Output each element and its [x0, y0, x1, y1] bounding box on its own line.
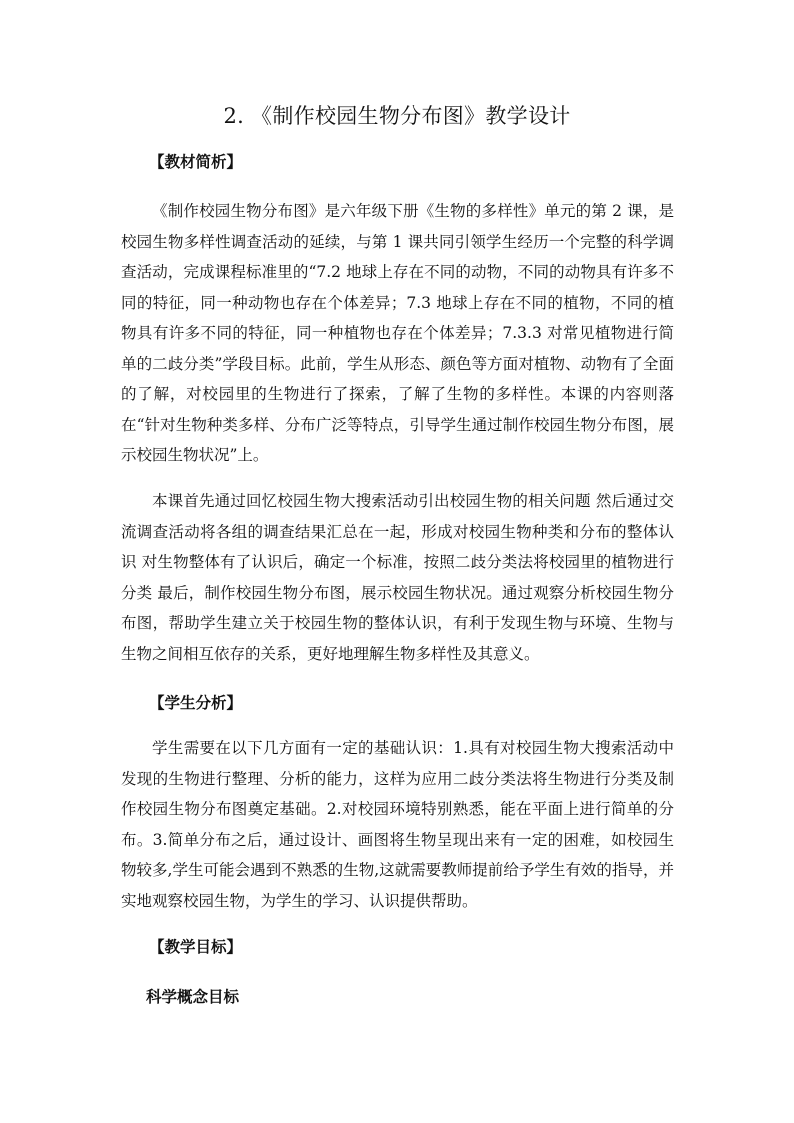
document-title: 2. 《制作校园生物分布图》教学设计 — [223, 104, 571, 128]
section-heading-teaching-goals: 【教学目标】 — [149, 937, 243, 956]
section-heading-student-analysis: 【学生分析】 — [149, 693, 243, 712]
paragraph-student-analysis: 学生需要在以下几方面有一定的基础认识：1.具有对校园生物大搜索活动中发现的生物进行整理、分析的能力，这样为应用二歧分类法将生物进行分类及制作校园生物分布图奠定基础。2.对校园环境特别熟悉，能在平面上进行简单的分布。3.简单分布之后，通过设计、画图将生物呈现出来有一定的困难，如校园生物较多,学生可能会遇到不熟悉的生物,这就需要教师提前给予学生有效的指导，并实地观察校园生物，为学生的学习、认识提供帮助。 — [121, 739, 674, 910]
subheading-science-concept-goals: 科学概念目标 — [146, 987, 240, 1006]
section-heading-textbook-analysis: 【教材简析】 — [149, 152, 243, 171]
paragraph-textbook-analysis-2: 本课首先通过回忆校园生物大搜索活动引出校园生物的相关问题 然后通过交流调查活动将各组的调查结果汇总在一起，形成对校园生物种类和分布的整体认识 对生物整体有了认识后，确定一个标准，按照二歧分类法将校园里的植物进行分类 最后，制作校园生物分布图，展示校园生物状况。通过观察分析校园生物分布图，帮助学生建立关于校园生物的整体认识，有利于发现生物与环境、生物与生物之间相互依存的关系，更好地理解生物多样性及其意义。 — [121, 492, 674, 663]
paragraph-textbook-analysis-1: 《制作校园生物分布图》是六年级下册《生物的多样性》单元的第 2 课，是校园生物多样性调查活动的延续，与第 1 课共同引领学生经历一个完整的科学调查活动，完成课程标准里的“7.2 地球上存在不同的动物，不同的动物具有许多不同的特征，同一种动物也存在个体差异；7.3 地球上存在不同的植物，不同的植物具有许多不同的特征，同一种植物也存在个体差异；7.3.3 对常见植物进行简单的二歧分类”学段目标。此前，学生从形态、颜色等方面对植物、动物有了全面的了解，对校园里的生物进行了探索，了解了生物的多样性。本课的内容则落在“针对生物种类多样、分布广泛等特点，引导学生通过制作校园生物分布图，展示校园生物状况”上。 — [121, 202, 674, 464]
